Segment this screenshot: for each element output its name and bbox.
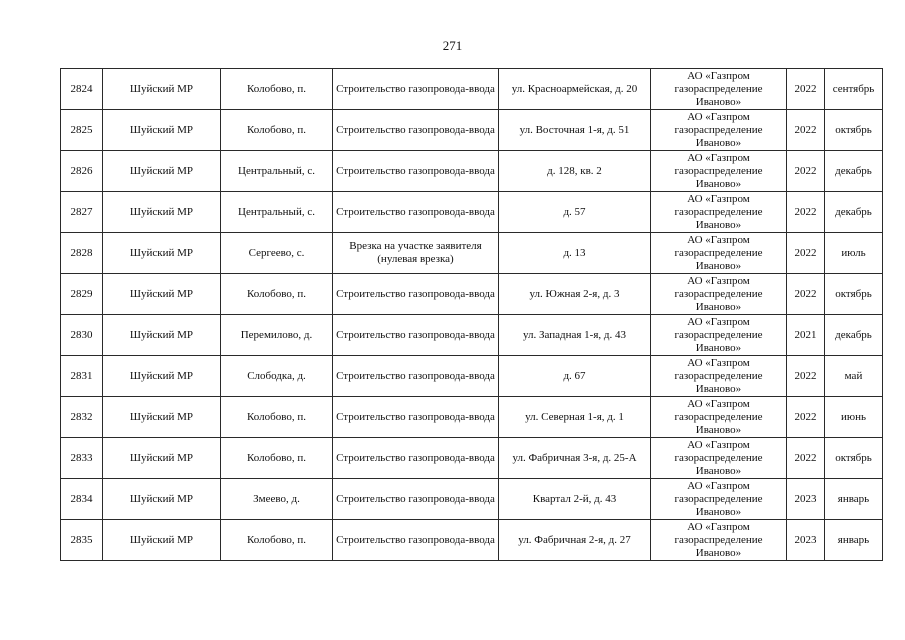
organization-line: Иваново»: [695, 259, 742, 272]
organization-line: АО «Газпром: [687, 151, 750, 164]
settlement-cell: Колобово, п.: [221, 69, 333, 110]
month-cell: декабрь: [825, 192, 883, 233]
month-cell: январь: [825, 479, 883, 520]
organization-line: АО «Газпром: [687, 438, 750, 451]
year-cell: 2022: [787, 356, 825, 397]
address-cell: ул. Восточная 1-я, д. 51: [499, 110, 651, 151]
organization-line: АО «Газпром: [687, 315, 750, 328]
organization-line: газораспределение: [674, 410, 763, 423]
month-cell: сентябрь: [825, 69, 883, 110]
row-number-cell: 2825: [61, 110, 103, 151]
district-cell: Шуйский МР: [103, 520, 221, 561]
year-cell: 2021: [787, 315, 825, 356]
organization-cell: [651, 438, 787, 479]
table-row: [61, 479, 883, 520]
address-cell: д. 57: [499, 192, 651, 233]
row-number-cell: 2826: [61, 151, 103, 192]
district-cell: Шуйский МР: [103, 479, 221, 520]
settlement-cell: Сергеево, с.: [221, 233, 333, 274]
row-number-cell: 2824: [61, 69, 103, 110]
work-type-cell: Строительство газопровода-ввода: [333, 110, 499, 151]
organization-line: газораспределение: [674, 205, 763, 218]
organization-line: Иваново»: [695, 218, 742, 231]
district-cell: Шуйский МР: [103, 69, 221, 110]
settlement-cell: Центральный, с.: [221, 151, 333, 192]
organization-cell: [651, 520, 787, 561]
month-cell: октябрь: [825, 438, 883, 479]
organization-line: АО «Газпром: [687, 356, 750, 369]
organization-line: газораспределение: [674, 328, 763, 341]
table-row: [61, 151, 883, 192]
organization-line: Иваново»: [695, 546, 742, 559]
table-row: [61, 69, 883, 110]
month-cell: декабрь: [825, 315, 883, 356]
district-cell: Шуйский МР: [103, 356, 221, 397]
organization-cell: [651, 233, 787, 274]
address-cell: ул. Фабричная 2-я, д. 27: [499, 520, 651, 561]
district-cell: Шуйский МР: [103, 438, 221, 479]
organization-cell: [651, 397, 787, 438]
work-type-cell: Строительство газопровода-ввода: [333, 397, 499, 438]
row-number-cell: 2827: [61, 192, 103, 233]
registry-table-body: [61, 69, 883, 561]
address-cell: д. 13: [499, 233, 651, 274]
year-cell: 2022: [787, 151, 825, 192]
month-cell: декабрь: [825, 151, 883, 192]
row-number-cell: 2832: [61, 397, 103, 438]
work-type-cell: Строительство газопровода-ввода: [333, 192, 499, 233]
year-cell: 2022: [787, 110, 825, 151]
row-number-cell: 2828: [61, 233, 103, 274]
organization-line: Иваново»: [695, 505, 742, 518]
work-type-cell: Строительство газопровода-ввода: [333, 356, 499, 397]
organization-line: Иваново»: [695, 177, 742, 190]
organization-line: Иваново»: [695, 136, 742, 149]
table-row: [61, 192, 883, 233]
row-number-cell: 2831: [61, 356, 103, 397]
row-number-cell: 2830: [61, 315, 103, 356]
year-cell: 2022: [787, 274, 825, 315]
organization-line: газораспределение: [674, 164, 763, 177]
district-cell: Шуйский МР: [103, 274, 221, 315]
row-number-cell: 2833: [61, 438, 103, 479]
work-type-cell: Строительство газопровода-ввода: [333, 479, 499, 520]
settlement-cell: Слободка, д.: [221, 356, 333, 397]
address-cell: ул. Северная 1-я, д. 1: [499, 397, 651, 438]
work-type-cell: Строительство газопровода-ввода: [333, 151, 499, 192]
table-row: [61, 110, 883, 151]
year-cell: 2022: [787, 69, 825, 110]
month-cell: май: [825, 356, 883, 397]
organization-line: газораспределение: [674, 82, 763, 95]
month-cell: январь: [825, 520, 883, 561]
settlement-cell: Колобово, п.: [221, 110, 333, 151]
year-cell: 2023: [787, 520, 825, 561]
organization-cell: [651, 192, 787, 233]
work-type-cell: Строительство газопровода-ввода: [333, 438, 499, 479]
organization-cell: [651, 315, 787, 356]
table-row: [61, 520, 883, 561]
registry-table: [60, 68, 883, 561]
month-cell: июнь: [825, 397, 883, 438]
row-number-cell: 2835: [61, 520, 103, 561]
month-cell: октябрь: [825, 110, 883, 151]
organization-line: газораспределение: [674, 369, 763, 382]
organization-cell: [651, 110, 787, 151]
district-cell: Шуйский МР: [103, 233, 221, 274]
organization-line: газораспределение: [674, 123, 763, 136]
settlement-cell: Центральный, с.: [221, 192, 333, 233]
district-cell: Шуйский МР: [103, 151, 221, 192]
work-type-cell: Строительство газопровода-ввода: [333, 520, 499, 561]
month-cell: июль: [825, 233, 883, 274]
organization-line: газораспределение: [674, 287, 763, 300]
year-cell: 2023: [787, 479, 825, 520]
organization-cell: [651, 274, 787, 315]
organization-line: АО «Газпром: [687, 69, 750, 82]
month-cell: октябрь: [825, 274, 883, 315]
district-cell: Шуйский МР: [103, 315, 221, 356]
organization-cell: [651, 356, 787, 397]
work-type-cell: Врезка на участке заявителя (нулевая врезка): [333, 233, 499, 274]
year-cell: 2022: [787, 397, 825, 438]
organization-line: АО «Газпром: [687, 520, 750, 533]
address-cell: Квартал 2-й, д. 43: [499, 479, 651, 520]
organization-line: АО «Газпром: [687, 397, 750, 410]
organization-line: газораспределение: [674, 492, 763, 505]
settlement-cell: Перемилово, д.: [221, 315, 333, 356]
address-cell: д. 128, кв. 2: [499, 151, 651, 192]
organization-line: АО «Газпром: [687, 233, 750, 246]
table-row: [61, 397, 883, 438]
table-row: [61, 233, 883, 274]
settlement-cell: Колобово, п.: [221, 520, 333, 561]
organization-cell: [651, 69, 787, 110]
organization-line: Иваново»: [695, 382, 742, 395]
organization-line: Иваново»: [695, 464, 742, 477]
settlement-cell: Колобово, п.: [221, 397, 333, 438]
year-cell: 2022: [787, 233, 825, 274]
address-cell: ул. Красноармейская, д. 20: [499, 69, 651, 110]
row-number-cell: 2829: [61, 274, 103, 315]
table-row: [61, 356, 883, 397]
organization-line: газораспределение: [674, 246, 763, 259]
settlement-cell: Колобово, п.: [221, 438, 333, 479]
address-cell: ул. Западная 1-я, д. 43: [499, 315, 651, 356]
organization-line: газораспределение: [674, 533, 763, 546]
settlement-cell: Змеево, д.: [221, 479, 333, 520]
organization-line: Иваново»: [695, 95, 742, 108]
organization-cell: [651, 151, 787, 192]
table-row: [61, 274, 883, 315]
address-cell: ул. Южная 2-я, д. 3: [499, 274, 651, 315]
work-type-cell: Строительство газопровода-ввода: [333, 274, 499, 315]
work-type-cell: Строительство газопровода-ввода: [333, 69, 499, 110]
organization-cell: [651, 479, 787, 520]
organization-line: АО «Газпром: [687, 110, 750, 123]
year-cell: 2022: [787, 438, 825, 479]
work-type-cell: Строительство газопровода-ввода: [333, 315, 499, 356]
organization-line: АО «Газпром: [687, 274, 750, 287]
page-number: 271: [442, 38, 463, 53]
address-cell: ул. Фабричная 3-я, д. 25-А: [499, 438, 651, 479]
district-cell: Шуйский МР: [103, 110, 221, 151]
row-number-cell: 2834: [61, 479, 103, 520]
district-cell: Шуйский МР: [103, 397, 221, 438]
address-cell: д. 67: [499, 356, 651, 397]
table-row: [61, 438, 883, 479]
year-cell: 2022: [787, 192, 825, 233]
organization-line: газораспределение: [674, 451, 763, 464]
organization-line: Иваново»: [695, 341, 742, 354]
organization-line: Иваново»: [695, 423, 742, 436]
organization-line: АО «Газпром: [687, 192, 750, 205]
table-row: [61, 315, 883, 356]
organization-line: Иваново»: [695, 300, 742, 313]
organization-line: АО «Газпром: [687, 479, 750, 492]
settlement-cell: Колобово, п.: [221, 274, 333, 315]
district-cell: Шуйский МР: [103, 192, 221, 233]
